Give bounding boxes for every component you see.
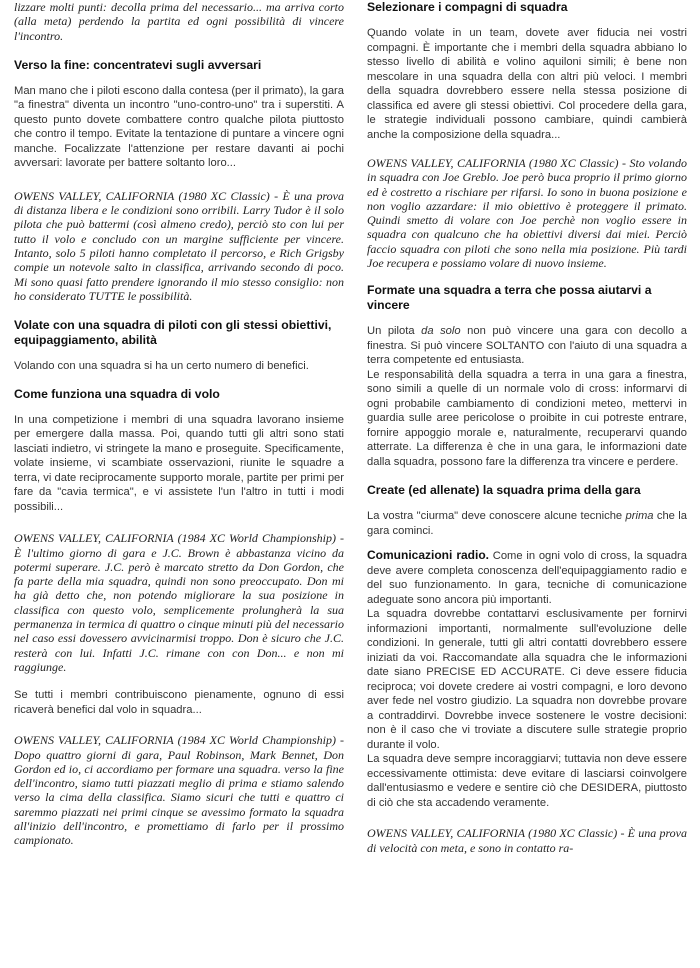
paragraph-responsabilita: Le responsabilità della squadra a terra in una gara a finestra, sono simili a quelle di un normale volo di cross: informarvi di ogni probabile cambiamento di condizioni meteo, mettervi in guardia sulle aree pericolose o proibite in cui potreste entrare, fornire appoggio morale e, naturalmente, recuperarvi quando atterrate. La differenza è che in una gara, le informazioni date dalla squadra, possono fare la differenza tra vincere e perdere. [367,368,687,468]
paragraph-selezionare: Quando volate in un team, dovete aver fiducia nei vostri compagni. È importante che i membri della squadra abbiano lo stesso livello di abilità e volino aquiloni simili; è bene non mescolare in una squadra della con altri più veloci. I membri della squadra dovrebbero essere nella stessa posizione di classifica ed avere gli stessi obiettivi. Col procedere della gara, le strategie individuali possono cambiare, quindi cambierà anche la composizione della squadra... [367,27,687,141]
paragraph-pilota-da-solo [367,324,687,368]
paragraph-incoraggiarvi: La squadra deve sempre incoraggiarvi; tuttavia non deve essere eccessivamente ottimista: deve evitare di lasciarsi coinvolgere dall'entusiasmo e vedere e sentire ciò che DESIDERA, piuttosto di ciò che sta accadendo veramente. [367,753,687,809]
text-segment: che la gara cominci. [367,510,687,537]
heading-volate-squadra: Volate con una squadra di piloti con gli stessi obiettivi, equipaggiamento, abilità [14,318,332,348]
paragraph-come-funziona: In una competizione i membri di una squadra lavorano insieme per emergere dalla massa. Poi, quando tutti gli altri sono stati lasciati indietro, vi stringete la mano e proseguite. Specificamente, volate insieme, vi scambiate osservazioni, riunite le squadre a terra, vi date reciprocamente supporto morale, partite per primi per fare da "cavia termica", e vi assistete l'un l'altro in tutti i modi possibili... [14,413,344,513]
quote-owens-1984-b: OWENS VALLEY, CALIFORNIA (1984 XC World Championship) - Dopo quattro giorni di gara, Paul Robinson, Mark Bennet, Don Gordon ed io, ci accordiamo per formare una squadra. verso la fine dell'incontro, siamo tutti piazzati meglio di prima e stiamo salendo verso la cima della classifica. Siamo sicuri che tutti e quattro ci saremmo piazzati nei primi cinque se avessimo formato la squadra all'inizio dell'incontro, e promettiamo di farlo per il prossimo campionato. [14,733,344,848]
heading-create-allenate: Create (ed allenate) la squadra prima della gara [367,483,641,498]
paragraph-verso-la-fine: Man mano che i piloti escono dalla contesa (per il primato), la gara "a finestra" diventa un incontro "uno-contro-uno" tra i superstiti. A questo punto dovete combattere contro qualche pilota piuttosto che contro il tempo. Evitate la tentazione di puntare a vincere ogni manche. Focalizzate l'attenzione per restare davanti ai pochi avversari: lavorate per battere soltanto loro... [14,84,344,170]
text-segment: La vostra "ciurma" deve conoscere alcune tecniche [367,510,626,523]
text-segment: Un pilota [367,325,422,338]
quote-continuation: lizzare molti punti: decolla prima del necessario... ma arriva corto (alla meta) perdendo la partita ed ogni possibilità di vincere l'incontro. [14,0,344,43]
heading-formate-squadra: Formate una squadra a terra che possa aiutarvi a vincere [367,283,652,313]
quote-owens-1980-c: OWENS VALLEY, CALIFORNIA (1980 XC Classic) - È una prova di velocità con meta, e sono in contatto ra- [367,826,687,855]
runin-heading: Comunicazioni radio. [367,548,489,563]
text-segment: Come in ogni volo di cross, la squadra deve avere completa conoscenza dell'equipaggiamento radio e del suo funzionamento. In gara, tecniche di comunicazione adeguate sono ancora più importanti. [367,550,687,606]
left-column [14,0,344,848]
paragraph-comunicazioni-radio [367,548,687,607]
quote-owens-1984-a: OWENS VALLEY, CALIFORNIA (1984 XC World Championship) - È l'ultimo giorno di gara e J.C. Brown è abbastanza vicino da potermi superare. J.C. però è marcato stretto da Don Gordon, che fa parte della mia squadra, quindi non sono preoccupato. Don mi ha già detto che, non potendo migliorare la sua posizione in classifica con questo volo, semplicemente prolungherà la sua permanenza in termica di quattro o cinque minuti più del necessario nel caso essi dovessero avvicinarmisi troppo. Don è sicuro che J.C. resterà con lui. Infatti J.C. rimane con con Don... e non mi raggiunge. [14,531,344,674]
heading-selezionare: Selezionare i compagni di squadra [367,0,568,14]
paragraph-volando-squadra: Volando con una squadra si ha un certo numero di benefici. [14,360,309,373]
emphasis: prima [625,510,654,523]
text-segment: non può vincere una gara con decollo a finestra. Si può vincere SOLTANTO con l'aiuto di una squadra a terra competente ed entusiasta. [367,325,687,367]
quote-owens-1980-a: OWENS VALLEY, CALIFORNIA (1980 XC Classic) - È una prova di distanza libera e le condizioni sono orribili. Larry Tudor è il solo pilota che può battermi (così almeno credo), perciò sto con lui per tutto il volo e concludo con un margine sufficiente per vincere. Intanto, solo 5 piloti hanno completato il percorso, e Rich Grigsby compie un notevole salto in classifica, arrivando secondo di poco. Mi sono quasi fatto prendere ignorando il mio stesso consiglio: non ho considerato TUTTE le possibilità. [14,188,344,303]
emphasis: da solo [421,325,461,338]
quote-owens-1980-b: OWENS VALLEY, CALIFORNIA (1980 XC Classic) - Sto volando in squadra con Joe Greblo. Joe però buca proprio il primo giorno ed è costretto a rischiare per rifarsi. Io sono in buona posizione e non voglio azzardare: il mio obiettivo è proteggere il primato. Quindi smetto di volare con Joe perchè non voglio essere in squadra con qualcuno che ha obiettivi diversi dai miei. Perciò faccio squadra con piloti che sono nella mia posizione. Più tardi Joe recupera e possiamo volare di nuovo insieme. [367,156,687,271]
heading-verso-la-fine: Verso la fine: concentratevi sugli avversari [14,57,262,72]
right-column [367,0,687,855]
paragraph-ciurma [367,509,687,538]
paragraph-contattarvi: La squadra dovrebbe contattarvi esclusivamente per fornirvi informazioni importanti, normalmente sull'evoluzione delle condizioni. In generale, tutti gli altri contatti dovrebbero essere iniziati da voi. Raccomandate alla squadra che le informazioni date siano PRECISE ED ACCURATE. Ci deve essere fiducia reciproca; voi dovete credere ai vostri compagni, e loro devono aver fede nel vostro giudizio. La squadra non dovrebbe provare a contraddirvi. Dovrebbe invece sostenere le vostre decisioni: non è il caso che vi troviate a discutere sulle strategie proprio durante il volo. [367,608,687,751]
heading-come-funziona: Come funziona una squadra di volo [14,386,220,401]
paragraph-contribuiscono: Se tutti i membri contribuiscono pienamente, ognuno di essi ricaverà benefici dal volo in squadra... [14,689,344,716]
